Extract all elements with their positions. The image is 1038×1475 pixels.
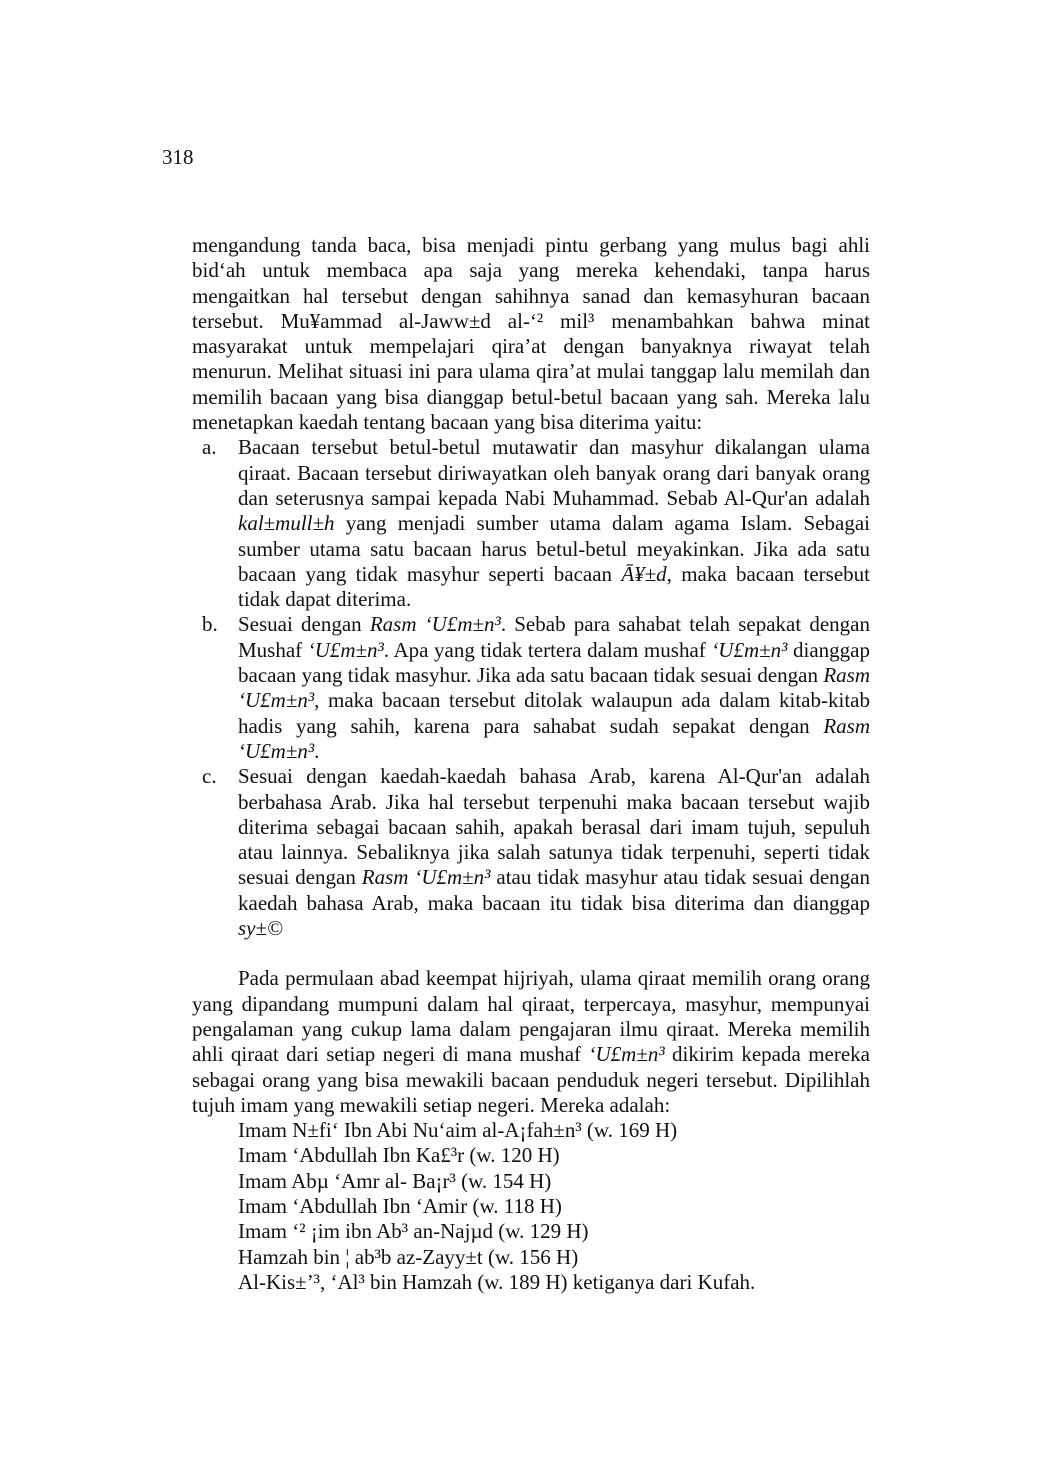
italic-term: Rasm ‘U£m±n³ xyxy=(361,865,491,890)
italic-term: Ā¥±d xyxy=(621,561,667,586)
criteria-text: Bacaan tersebut betul-betul mutawatir dan masyhur dikalangan ulama qiraat. Bacaan tersebut diriwayatkan oleh banyak orang dari banyak orang dan seterusnya sampai kepada Nabi Muhammad. Sebab Al-Qur'an adalah kal±mull±h yang menjadi sumber utama dalam agama Islam. Sebagai sumber utama satu bacaan harus betul-betul meyakinkan. Jika ada satu bacaan yang tidak masyhur seperti bacaan Ā¥±d, maka bacaan tersebut tidak dapat diterima. xyxy=(238,435,870,612)
intro-paragraph: mengandung tanda baca, bisa menjadi pintu gerbang yang mulus bagi ahli bid‘ah untuk membaca apa saja yang mereka kehendaki, tanpa harus mengaitkan hal tersebut dengan sahihnya sanad dan kemasyhuran bacaan tersebut. Mu¥ammad al-Jaww±d al-‘² mil³ menambahkan bahwa minat masyarakat untuk mempelajari qira’at dengan banyaknya riwayat telah menurun. Melihat situasi ini para ulama qira’at mulai tanggap lalu memilah dan memilih bacaan yang bisa dianggap betul-betul bacaan yang sah. Mereka lalu menetapkan kaedah tentang bacaan yang bisa diterima yaitu: xyxy=(192,233,870,435)
list-marker: a. xyxy=(202,435,217,460)
italic-term: kal±mull±h xyxy=(238,511,335,536)
imam-item: Imam N±fi‘ Ibn Abi Nu‘aim al-A¡fah±n³ (w. 169 H) xyxy=(238,1118,678,1143)
imam-item: Al-Kis±’³, ‘Al³ bin Hamzah (w. 189 H) ketiganya dari Kufah. xyxy=(238,1269,756,1294)
criteria-text: Sesuai dengan Rasm ‘U£m±n³. Sebab para sahabat telah sepakat dengan Mushaf ‘U£m±n³. Apa yang tidak tertera dalam mushaf ‘U£m±n³ dianggap bacaan yang tidak masyhur. Jika ada satu bacaan tidak sesuai dengan Rasm ‘U£m±n³, maka bacaan tersebut ditolak walaupun ada dalam kitab-kitab hadis yang sahih, karena para sahabat sudah sepakat dengan Rasm ‘U£m±n³. xyxy=(238,612,870,763)
imam-item: Imam ‘² ¡im ibn Ab³ an-Najµd (w. 129 H) xyxy=(238,1219,589,1244)
italic-term: sy±© xyxy=(238,916,283,941)
second-paragraph: Pada permulaan abad keempat hijriyah, ulama qiraat memilih orang orang yang dipandang mumpuni dalam hal qiraat, terpercaya, masyhur, mempunyai pengalaman yang cukup lama dalam pengajaran ilmu qiraat. Mereka memilih ahli qiraat dari setiap negeri di mana mushaf ‘U£m±n³ dikirim kepada mereka sebagai orang yang bisa mewakili bacaan penduduk negeri tersebut. Dipilihlah tujuh imam yang mewakili setiap negeri. Mereka adalah: xyxy=(192,966,870,1117)
criteria-item-b xyxy=(192,612,870,764)
imam-list xyxy=(192,1118,870,1295)
criteria-item-c xyxy=(192,764,870,941)
imam-item: Imam Abµ ‘Amr al- Ba¡r³ (w. 154 H) xyxy=(238,1168,552,1193)
imam-item: Hamzah bin ¦ ab³b az-Zayy±t (w. 156 H) xyxy=(238,1244,579,1269)
page-number: 318 xyxy=(162,145,194,169)
list-marker: b. xyxy=(202,612,218,637)
list-marker: c. xyxy=(202,764,217,789)
italic-term: ‘U£m±n³ xyxy=(588,1042,665,1067)
criteria-text: Sesuai dengan kaedah-kaedah bahasa Arab, karena Al-Qur'an adalah berbahasa Arab. Jika hal tersebut terpenuhi maka bacaan tersebut wajib diterima sebagai bacaan sahih, apakah berasal dari imam tujuh, sepuluh atau lainnya. Sebaliknya jika salah satunya tidak terpenuhi, seperti tidak sesuai dengan Rasm ‘U£m±n³ atau tidak masyhur atau tidak sesuai dengan kaedah bahasa Arab, maka bacaan itu tidak bisa diterima dan dianggap sy±© xyxy=(238,764,870,941)
criteria-item-a xyxy=(192,435,870,612)
page-body xyxy=(192,233,870,1295)
imam-item: Imam ‘Abdullah Ibn ‘Amir (w. 118 H) xyxy=(238,1193,562,1218)
imam-item: Imam ‘Abdullah Ibn Ka£³r (w. 120 H) xyxy=(238,1143,560,1168)
italic-term: ‘U£m±n³ xyxy=(307,637,384,662)
paragraph-spacer xyxy=(192,941,870,966)
italic-term: Rasm ‘U£m±n³ xyxy=(369,612,501,637)
criteria-list xyxy=(192,435,870,941)
italic-term: Rasm ‘U£m±n³ xyxy=(238,713,870,763)
italic-term: Rasm ‘U£m±n³ xyxy=(238,663,870,713)
italic-term: ‘U£m±n³ xyxy=(711,637,788,662)
